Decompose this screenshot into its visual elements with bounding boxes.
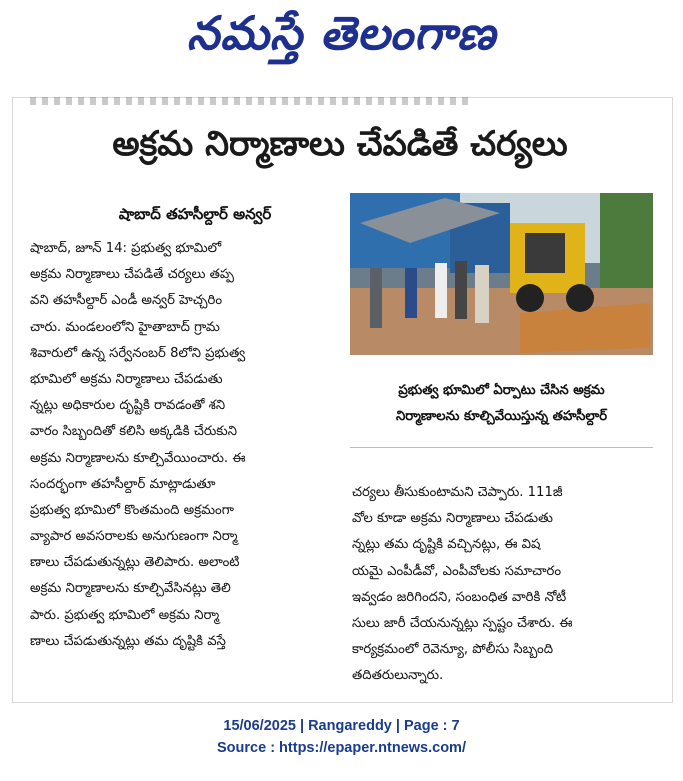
body-text-line: అక్రమ నిర్మాణాలను కూల్చివేసినట్లు తెలి [30, 581, 231, 597]
edition-info: 15/06/2025 | Rangareddy | Page : 7 [223, 718, 460, 734]
caption-line: ప్రభుత్వ భూమిలో ఏర్పాటు చేసిన అక్రమ [398, 383, 605, 398]
body-text-line: తదితరులున్నారు. [352, 668, 444, 684]
body-text-line: వోల కూడా అక్రమ నిర్మాణాలు చేపడుతు [352, 511, 553, 527]
article-photo [350, 193, 653, 355]
photo-caption [350, 378, 653, 430]
cropped-text-strip [30, 97, 470, 105]
source-info: Source : https://epaper.ntnews.com/ [217, 740, 466, 756]
body-text-line: అక్రమ నిర్మాణాలను కూల్చివేయించారు. ఈ [30, 450, 246, 466]
body-text-line: ఇవ్వడం జరిగిందని, సంబంధిత వారికి నోటీ [352, 589, 567, 605]
body-text-line: షాబాద్, జూన్ 14: ప్రభుత్వ భూమిలో [30, 241, 222, 256]
body-text-line: ప్రభుత్వ భూమిలో కొంతమంది అక్రమంగా [30, 502, 234, 518]
article-headline: అక్రమ నిర్మాణాలు చేపడితే చర్యలు [112, 124, 568, 164]
body-text-line: వారం సిబ్బందితో కలిసి అక్కడికి చేరుకుని [30, 424, 237, 440]
caption-divider [350, 447, 653, 448]
article-body-right [352, 480, 654, 690]
body-text-line: కార్యక్రమంలో రెవెన్యూ, పోలీసు సిబ్బంది [352, 642, 554, 658]
body-text-line: వ్యాపార అవసరాలకు అనుగుణంగా నిర్మా [30, 529, 238, 545]
masthead [0, 0, 683, 84]
body-text-line: ణాలు చేపడుతున్నట్లు తెలిపారు. అలాంటి [30, 555, 240, 571]
body-text-line: సులు జారీ చేయనున్నట్లు స్పష్టం చేశారు. ఈ [352, 615, 573, 631]
body-text-line: పారు. ప్రభుత్వ భూమిలో అక్రమ నిర్మా [30, 607, 220, 623]
body-text-line: సందర్భంగా తహసీల్దార్ మాట్లాడుతూ [30, 476, 216, 492]
article-body-left [30, 236, 336, 655]
body-text-line: యమై ఎంపీడీవో, ఎంపీవోలకు సమాచారం [352, 563, 562, 579]
caption-line: నిర్మాణాలను కూల్చివేయిస్తున్న తహసీల్దార్ [395, 409, 608, 424]
body-text-line: శివారులో ఉన్న సర్వేనంబర్ 8లోని ప్రభుత్వ [30, 345, 246, 361]
article-byline: షాబాద్ తహసీల్దార్ అన్వర్ [118, 205, 272, 223]
body-text-line: అక్రమ నిర్మాణాలు చేపడితే చర్యలు తప్ప [30, 267, 235, 283]
body-text-line: చర్యలు తీసుకుంటామని చెప్పారు. 111జీ [352, 485, 563, 500]
body-text-line: న్నట్లు అధికారుల దృష్టికి రావడంతో శని [30, 398, 226, 414]
newspaper-logo: నమస్తే తెలంగాణ [186, 6, 497, 60]
body-text-line: వని తహసీల్దార్ ఎండీ అన్వర్ హెచ్చరిం [30, 293, 223, 309]
body-text-line: భూమిలో అక్రమ నిర్మాణాలు చేపడుతు [30, 371, 223, 387]
body-text-line: న్నట్లు తమ దృష్టికి వచ్చినట్లు, ఈ విష [352, 537, 541, 553]
body-text-line: చారు. మండలంలోని హైతాబాద్ గ్రామ [30, 319, 220, 335]
body-text-line: ణాలు చేపడుతున్నట్లు తమ దృష్టికి వస్తే [30, 633, 226, 649]
